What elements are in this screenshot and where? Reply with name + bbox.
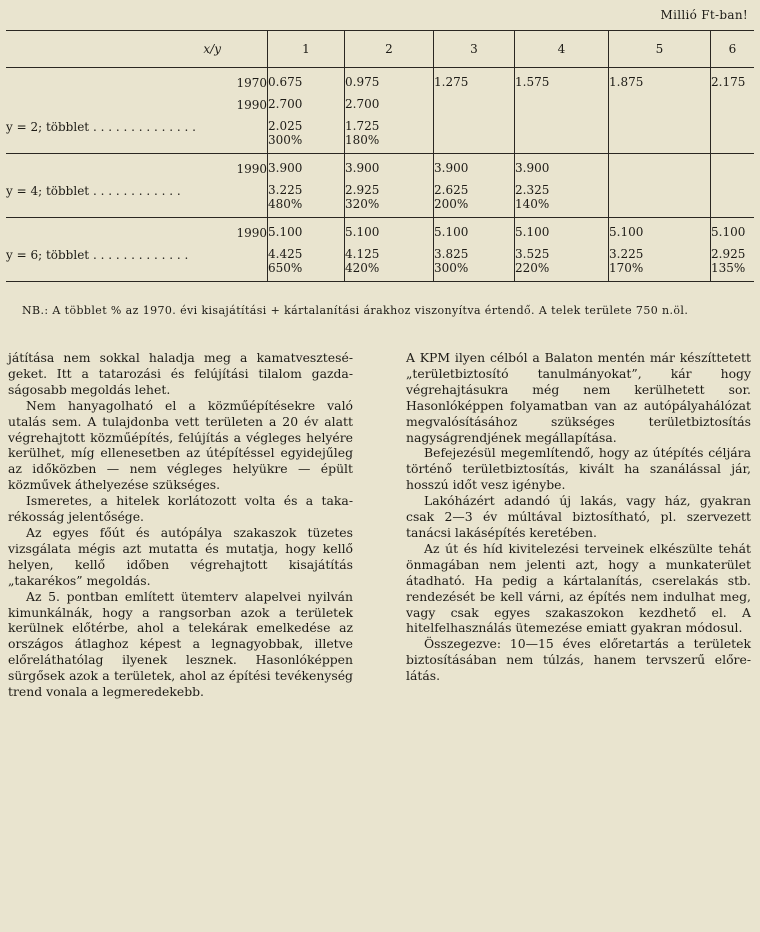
row-label: y = 4; többlet . . . . . . . . . . . . — [6, 184, 181, 198]
row-label — [6, 198, 268, 211]
row-label: y = 2; többlet . . . . . . . . . . . . . . — [6, 120, 196, 134]
data-table — [6, 30, 754, 282]
table-cell: 480% — [268, 198, 345, 211]
table-cell: 5.100 — [268, 226, 345, 240]
row-label — [6, 262, 268, 275]
table-row — [6, 198, 754, 211]
table-cell: 1.725 — [345, 120, 434, 134]
table-cell: 2.700 — [345, 98, 434, 112]
table-cell: 2.025 — [268, 120, 345, 134]
paragraph: Az út és híd kivitelezési terveinek elkészülte tehát önmagában nem jelenti azt, hogy a munkaterület átadható. Ha pedig a kártalanítás, cserelakás stb. rendezését be kell várni, az építés nem indulhat meg, vagy csak egyes szakaszokon kezdhető el. A hitelfelhasználás ütemezése emiatt gyakran módosul. — [406, 540, 751, 636]
table-cell — [609, 198, 711, 211]
row-label: 1970 — [236, 76, 267, 90]
row-label — [6, 134, 268, 147]
table-row — [6, 134, 754, 147]
table-cell: 135% — [711, 262, 755, 275]
table-cell — [515, 98, 609, 112]
table-note: NB.: A többlet % az 1970. évi kisajátítási + kártalanítási árakhoz viszonyítva értendő. A telek területe 750 n.öl. — [22, 304, 689, 317]
table-cell: 1.575 — [515, 76, 609, 90]
table-cell: 2.625 — [434, 184, 515, 198]
table-row — [6, 98, 754, 112]
col-header: 1 — [268, 31, 345, 68]
table-cell: 5.100 — [515, 226, 609, 240]
table-cell — [609, 134, 711, 147]
table-cell: 3.900 — [515, 162, 609, 176]
table-cell — [711, 134, 755, 147]
table-cell: 4.125 — [345, 248, 434, 262]
table-cell — [434, 98, 515, 112]
paragraph: Nem hanyagolható el a közműépítésekre való utalás sem. A tulajdonba vett területen a 20 év alatt végrehajtott közműépítés, felújítás a végleges helyére kerülhet, míg ellenesetben az útépítéssel egyidejűleg az időközben — nem végleges helyükre — épült közművek áthelyezése szükséges. — [8, 397, 353, 493]
table-row — [6, 184, 754, 198]
table-cell — [711, 120, 755, 134]
table-cell — [609, 98, 711, 112]
table-cell: 3.225 — [609, 248, 711, 262]
table-cell: 140% — [515, 198, 609, 211]
table-cell: 300% — [268, 134, 345, 147]
col-header: 2 — [345, 31, 434, 68]
paragraph: A KPM ilyen célból a Balaton mentén már készíttetett „területbiztosító tanulmányokat”, kár hogy végrehajtásukra még nem kerülhetett sor. Hasonlóképpen folyamatban van az autópályahálózat megvalósításához szükséges területbiztosítás nagyságrendjének megállapítása. — [406, 350, 751, 445]
table-cell — [609, 162, 711, 176]
row-label: y = 6; többlet . . . . . . . . . . . . . — [6, 248, 189, 262]
table-row — [6, 162, 754, 176]
row-label: 1990 — [236, 98, 267, 112]
table-cell: 1.275 — [434, 76, 515, 90]
table-cell — [434, 120, 515, 134]
paragraph: Összegezve: 10—15 éves előretartás a területek biztosításában nem túlzás, hanem tervszerű előrelátás. — [406, 636, 751, 684]
paragraph: Az 5. pontban említett ütemterv alapelvei nyilván kimunkálnák, hogy a rangsorban azok a területek kerülnek előtérbe, ahol a telekárak emelkedése az országos átlaghoz képest a legnagyobbak, illetve előreláthatólag ilyenek lesznek. Hasonlóképpen sürgősek azok a területek, ahol az építési tevékenység trend vonala a legmeredekebb. — [8, 588, 353, 700]
left-column — [8, 350, 353, 700]
table-cell — [515, 120, 609, 134]
table-cell: 3.825 — [434, 248, 515, 262]
table-cell: 3.525 — [515, 248, 609, 262]
table-cell — [515, 134, 609, 147]
table-cell: 200% — [434, 198, 515, 211]
table-cell — [434, 134, 515, 147]
row-label: 1990 — [236, 226, 267, 240]
col-header: 6 — [711, 31, 755, 68]
paragraph: Lakóházért adandó új lakás, vagy ház, gyakran csak 2—3 év múltával biztosítható, pl. szervezett tanácsi lakásépítés keretében. — [406, 493, 751, 540]
table-cell — [711, 198, 755, 211]
paragraph: Az egyes főút és autópálya szakaszok tüzetes vizsgálata mégis azt mutatta és mutatja, hogy kellő helyen, kellő időben végrehajtott kisajátítás „takarékos” megoldás. — [8, 524, 353, 588]
table-cell: 2.175 — [711, 76, 755, 90]
corner-label: x/y — [6, 31, 268, 68]
table-cell: 3.900 — [434, 162, 515, 176]
table-cell: 3.900 — [268, 162, 345, 176]
table-cell: 5.100 — [345, 226, 434, 240]
table-cell: 2.925 — [711, 248, 755, 262]
paragraph: játítása nem sokkal haladja meg a kamatveszteségeket. Itt a tatarozási és felújítási tilalom gazdaságosabb megoldás lehet. — [8, 350, 353, 397]
table-cell: 3.900 — [345, 162, 434, 176]
table-cell: 4.425 — [268, 248, 345, 262]
table-row — [6, 262, 754, 275]
table-row — [6, 76, 754, 90]
table-cell: 2.325 — [515, 184, 609, 198]
table-cell: 5.100 — [711, 226, 755, 240]
unit-label: Millió Ft-ban! — [660, 8, 748, 22]
table-row — [6, 226, 754, 240]
table-cell: 180% — [345, 134, 434, 147]
col-header: 4 — [515, 31, 609, 68]
table-cell: 220% — [515, 262, 609, 275]
table-cell: 170% — [609, 262, 711, 275]
table-cell — [711, 162, 755, 176]
table-row — [6, 120, 754, 134]
paragraph: Ismeretes, a hitelek korlátozott volta és a takarékosság jelentősége. — [8, 493, 353, 525]
col-header: 3 — [434, 31, 515, 68]
table-cell: 5.100 — [434, 226, 515, 240]
table-cell: 0.675 — [268, 76, 345, 90]
table-cell: 0.975 — [345, 76, 434, 90]
table-cell: 3.225 — [268, 184, 345, 198]
paragraph: Befejezésül megemlítendő, hogy az útépítés céljára történő területbiztosítás, kivált ha szanálással jár, hosszú időt vesz igénybe. — [406, 445, 751, 493]
table-cell — [711, 98, 755, 112]
table-row — [6, 248, 754, 262]
table-cell: 320% — [345, 198, 434, 211]
table-cell: 1.875 — [609, 76, 711, 90]
table-header-row — [6, 31, 754, 68]
right-column — [406, 350, 751, 684]
table-cell: 300% — [434, 262, 515, 275]
table-cell — [609, 120, 711, 134]
table-cell: 5.100 — [609, 226, 711, 240]
table-cell: 2.925 — [345, 184, 434, 198]
table-cell: 420% — [345, 262, 434, 275]
table-cell: 650% — [268, 262, 345, 275]
table-cell — [609, 184, 711, 198]
col-header: 5 — [609, 31, 711, 68]
table-cell: 2.700 — [268, 98, 345, 112]
table-cell — [711, 184, 755, 198]
row-label: 1990 — [236, 162, 267, 176]
